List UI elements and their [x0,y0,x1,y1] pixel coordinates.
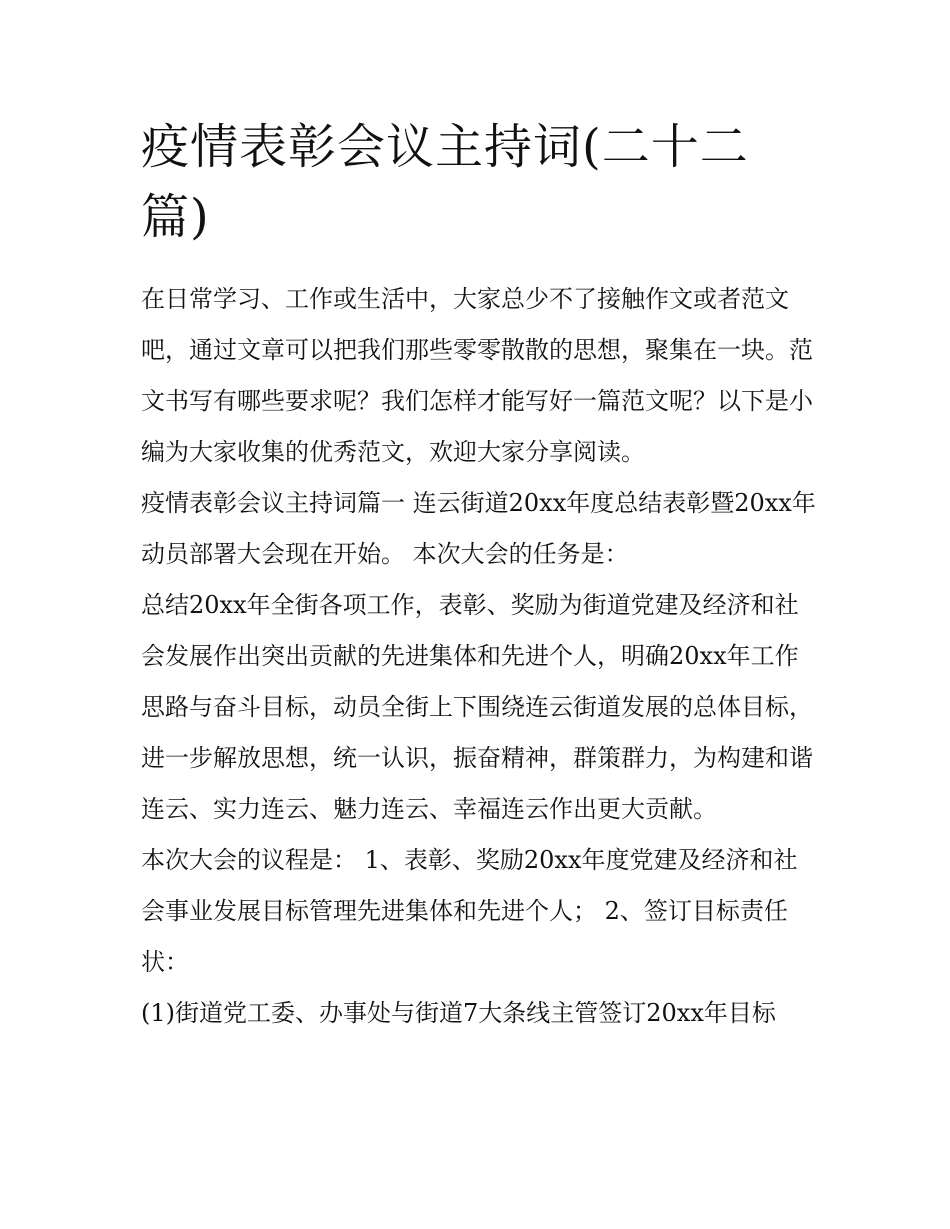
paragraph-opening: 疫情表彰会议主持词篇一 连云街道20xx年度总结表彰暨20xx年动员部署大会现在开始。 本次大会的任务是： [141,489,816,568]
document-title: 疫情表彰会议主持词(二十二篇) [141,119,749,245]
paragraph-agenda-item: (1)街道党工委、办事处与街道7大条线主管签订20xx年目标 [141,999,776,1027]
paragraph-summary: 总结20xx年全街各项工作，表彰、奖励为街道党建及经济和社会发展作出突出贡献的先进集体和先进个人，明确20xx年工作思路与奋斗目标，动员全街上下围绕连云街道发展的总体目标，进一步解放思想，统一认识，振奋精神，群策群力，为构建和谐连云、实力连云、魅力连云、幸福连云作出更大贡献。 [141,591,813,823]
paragraph-intro: 在日常学习、工作或生活中，大家总少不了接触作文或者范文吧，通过文章可以把我们那些零零散散的思想，聚集在一块。范文书写有哪些要求呢？我们怎样才能写好一篇范文呢？以下是小编为大家收集的优秀范文，欢迎大家分享阅读。 [141,285,813,466]
document-page [141,112,821,1039]
paragraph-agenda: 本次大会的议程是： 1、表彰、奖励20xx年度党建及经济和社会事业发展目标管理先进集体和先进个人； 2、签订目标责任状： [141,846,798,976]
